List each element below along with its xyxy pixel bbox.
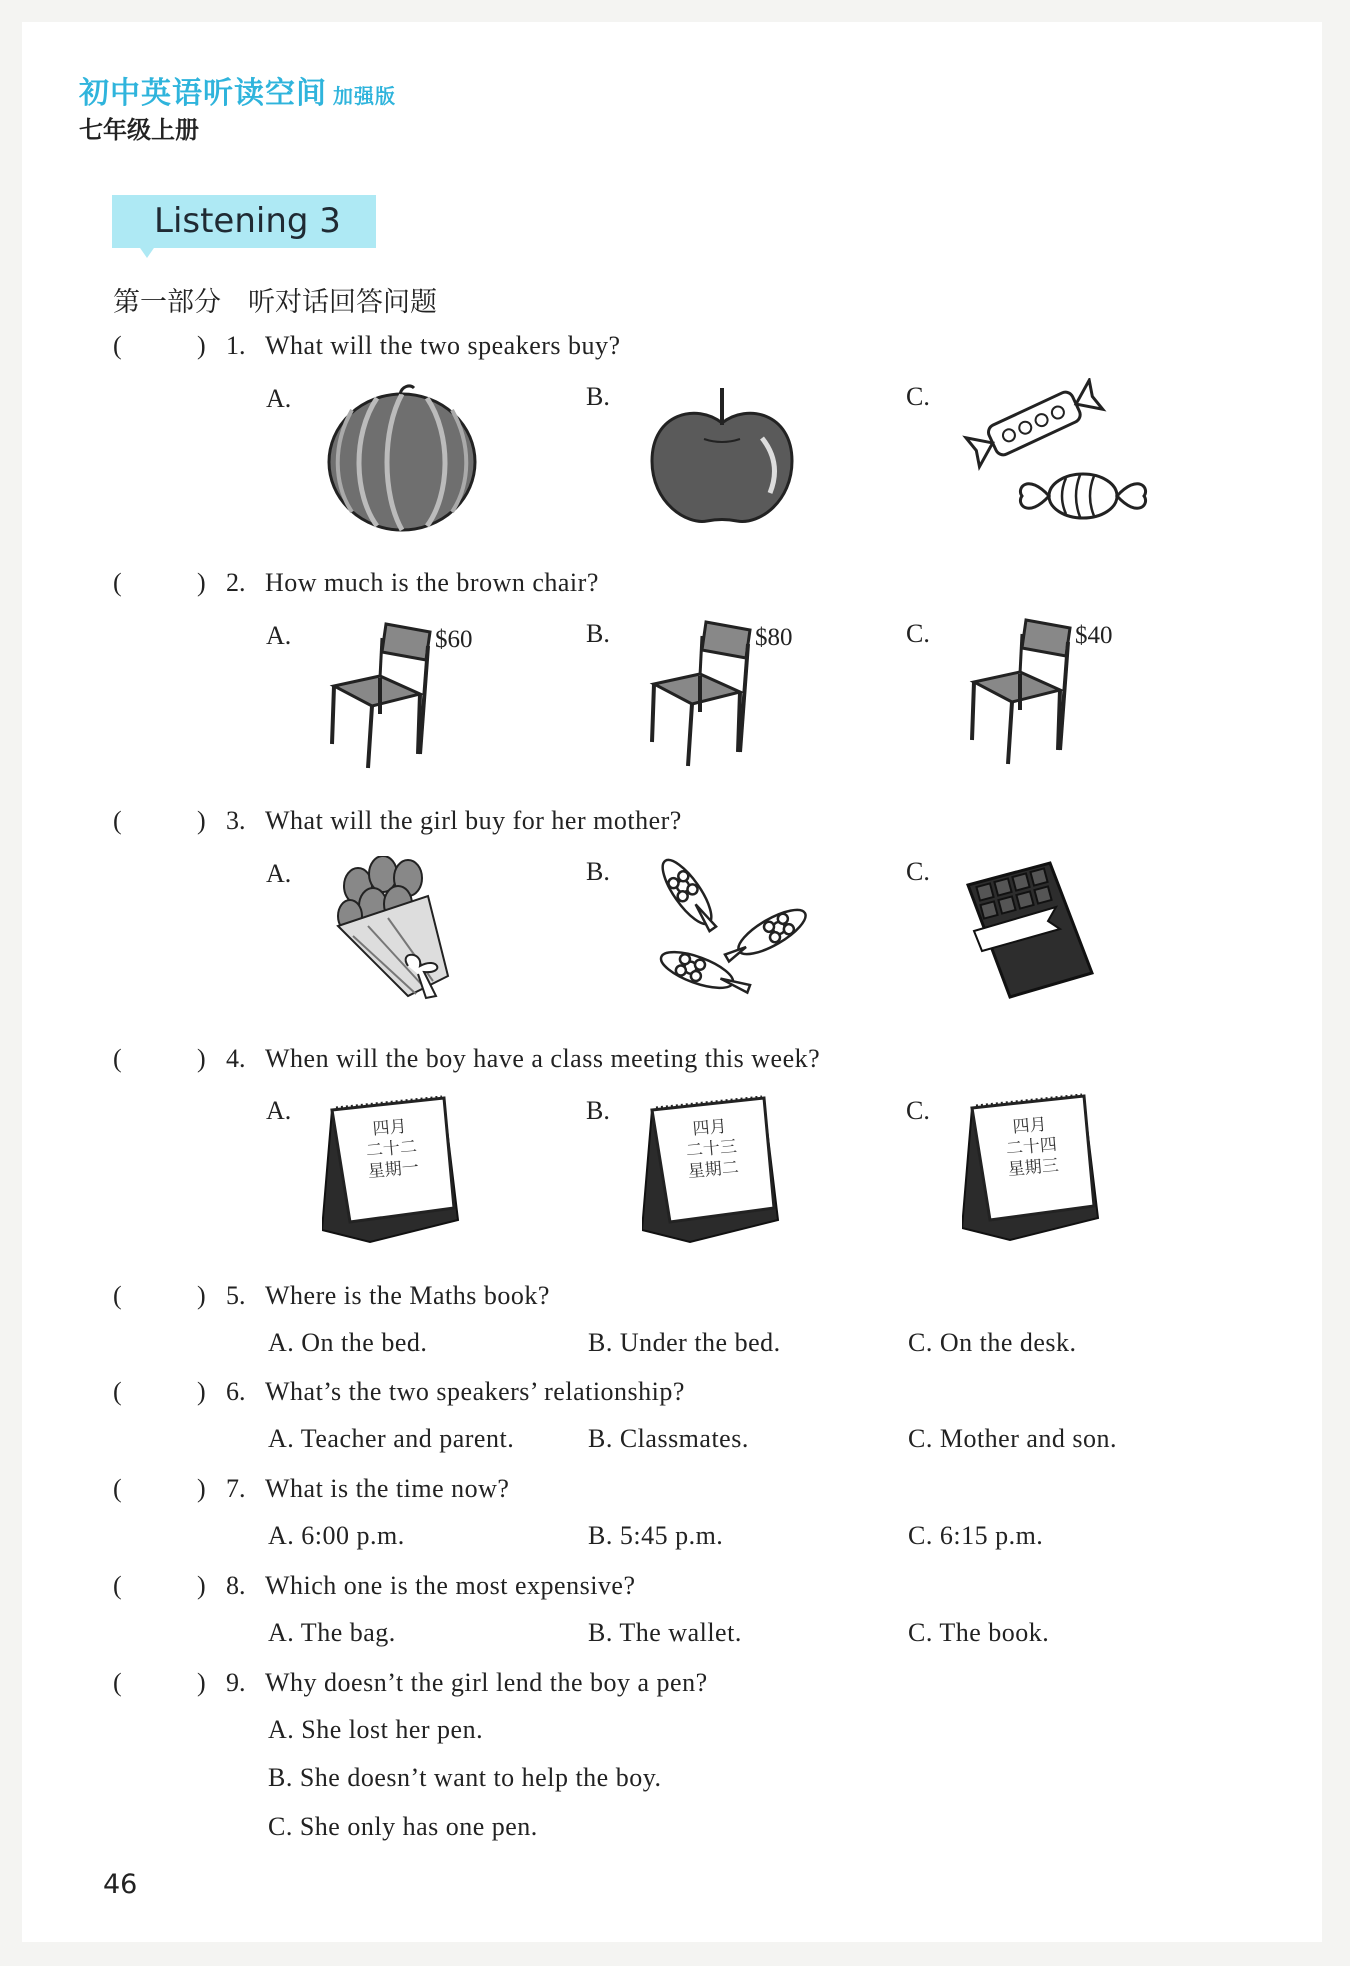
desk-calendar-icon <box>322 1090 462 1248</box>
answer-bracket-close: ) <box>197 1571 206 1600</box>
question-number: 5. <box>226 1281 246 1310</box>
answer-bracket-close: ) <box>197 806 206 835</box>
option-a: A. 6:00 p.m. <box>268 1521 405 1550</box>
price-label: $60 <box>435 626 473 653</box>
answer-bracket-open: ( <box>113 1281 122 1310</box>
banner-tail <box>138 245 156 258</box>
chocolate-icon <box>960 855 1100 1005</box>
option-c: C. Mother and son. <box>908 1424 1118 1453</box>
question-number: 7. <box>226 1474 246 1503</box>
apple-icon <box>642 383 802 528</box>
grade-label: 七年级上册 <box>79 115 199 144</box>
option-letter-b: B. <box>586 857 610 886</box>
calendar-month: 四月 <box>1011 1114 1048 1138</box>
option-b: B. The wallet. <box>588 1618 742 1647</box>
chair-icon <box>960 612 1080 770</box>
calendar-weekday: 星期二 <box>687 1157 740 1183</box>
option-letter-c: C. <box>906 382 930 411</box>
answer-bracket-close: ) <box>197 568 206 597</box>
edition-label: 加强版 <box>333 84 396 108</box>
option-c: C. She only has one pen. <box>268 1812 538 1841</box>
question-text: What’s the two speakers’ relationship? <box>265 1377 685 1406</box>
calendar-weekday: 星期三 <box>1007 1155 1060 1181</box>
calendar-day: 二十三 <box>685 1136 738 1162</box>
option-b: B. 5:45 p.m. <box>588 1521 724 1550</box>
question-text: What will the two speakers buy? <box>265 331 621 360</box>
question-number: 1. <box>226 331 246 360</box>
flower-bouquet-icon <box>328 856 478 1006</box>
question-text: What will the girl buy for her mother? <box>265 806 682 835</box>
question-text: What is the time now? <box>265 1474 510 1503</box>
option-a: A. She lost her pen. <box>268 1715 484 1744</box>
calendar-month: 四月 <box>371 1116 408 1140</box>
watermelon-icon <box>322 380 482 535</box>
candy-icon <box>958 378 1168 533</box>
option-letter-a: A. <box>266 621 292 650</box>
answer-bracket-open: ( <box>113 1377 122 1406</box>
option-letter-c: C. <box>906 857 930 886</box>
option-b: B. She doesn’t want to help the boy. <box>268 1763 662 1792</box>
answer-bracket-open: ( <box>113 568 122 597</box>
option-a: A. On the bed. <box>268 1328 428 1357</box>
option-letter-b: B. <box>586 619 610 648</box>
hair-clip-icon <box>642 852 822 1002</box>
question-text: How much is the brown chair? <box>265 568 599 597</box>
option-b: B. Under the bed. <box>588 1328 781 1357</box>
calendar-day: 二十四 <box>1005 1134 1058 1160</box>
banner-title: Listening 3 <box>154 201 341 241</box>
question-text: Where is the Maths book? <box>265 1281 550 1310</box>
option-letter-c: C. <box>906 619 930 648</box>
answer-bracket-open: ( <box>113 1044 122 1073</box>
desk-calendar-icon <box>642 1090 782 1248</box>
option-c: C. 6:15 p.m. <box>908 1521 1044 1550</box>
desk-calendar-icon <box>962 1088 1102 1246</box>
answer-bracket-close: ) <box>197 1044 206 1073</box>
answer-bracket-close: ) <box>197 1474 206 1503</box>
question-text: When will the boy have a class meeting this week? <box>265 1044 821 1073</box>
question-text: Why doesn’t the girl lend the boy a pen? <box>265 1668 708 1697</box>
answer-bracket-open: ( <box>113 1668 122 1697</box>
question-number: 9. <box>226 1668 246 1697</box>
calendar-month: 四月 <box>691 1116 728 1140</box>
option-letter-a: A. <box>266 1096 292 1125</box>
option-letter-a: A. <box>266 859 292 888</box>
option-a: A. The bag. <box>268 1618 396 1647</box>
option-letter-b: B. <box>586 382 610 411</box>
option-letter-c: C. <box>906 1096 930 1125</box>
question-number: 6. <box>226 1377 246 1406</box>
option-letter-a: A. <box>266 384 292 413</box>
chair-icon <box>640 614 760 772</box>
option-c: C. The book. <box>908 1618 1050 1647</box>
answer-bracket-close: ) <box>197 1377 206 1406</box>
question-number: 4. <box>226 1044 246 1073</box>
option-a: A. Teacher and parent. <box>268 1424 515 1453</box>
answer-bracket-close: ) <box>197 1281 206 1310</box>
section-title: 第一部分 听对话回答问题 <box>113 287 437 318</box>
answer-bracket-open: ( <box>113 331 122 360</box>
option-b: B. Classmates. <box>588 1424 749 1453</box>
answer-bracket-open: ( <box>113 1571 122 1600</box>
option-c: C. On the desk. <box>908 1328 1077 1357</box>
answer-bracket-open: ( <box>113 806 122 835</box>
calendar-weekday: 星期一 <box>367 1157 420 1183</box>
answer-bracket-close: ) <box>197 1668 206 1697</box>
question-number: 3. <box>226 806 246 835</box>
answer-bracket-open: ( <box>113 1474 122 1503</box>
question-text: Which one is the most expensive? <box>265 1571 636 1600</box>
price-label: $40 <box>1075 622 1113 649</box>
price-label: $80 <box>755 624 793 651</box>
question-number: 2. <box>226 568 246 597</box>
question-number: 8. <box>226 1571 246 1600</box>
calendar-day: 二十二 <box>365 1136 418 1162</box>
book-title: 初中英语听读空间 加强版 <box>79 76 396 111</box>
option-letter-b: B. <box>586 1096 610 1125</box>
chair-icon <box>320 616 440 774</box>
answer-bracket-close: ) <box>197 331 206 360</box>
page-number: 46 <box>103 1869 138 1900</box>
